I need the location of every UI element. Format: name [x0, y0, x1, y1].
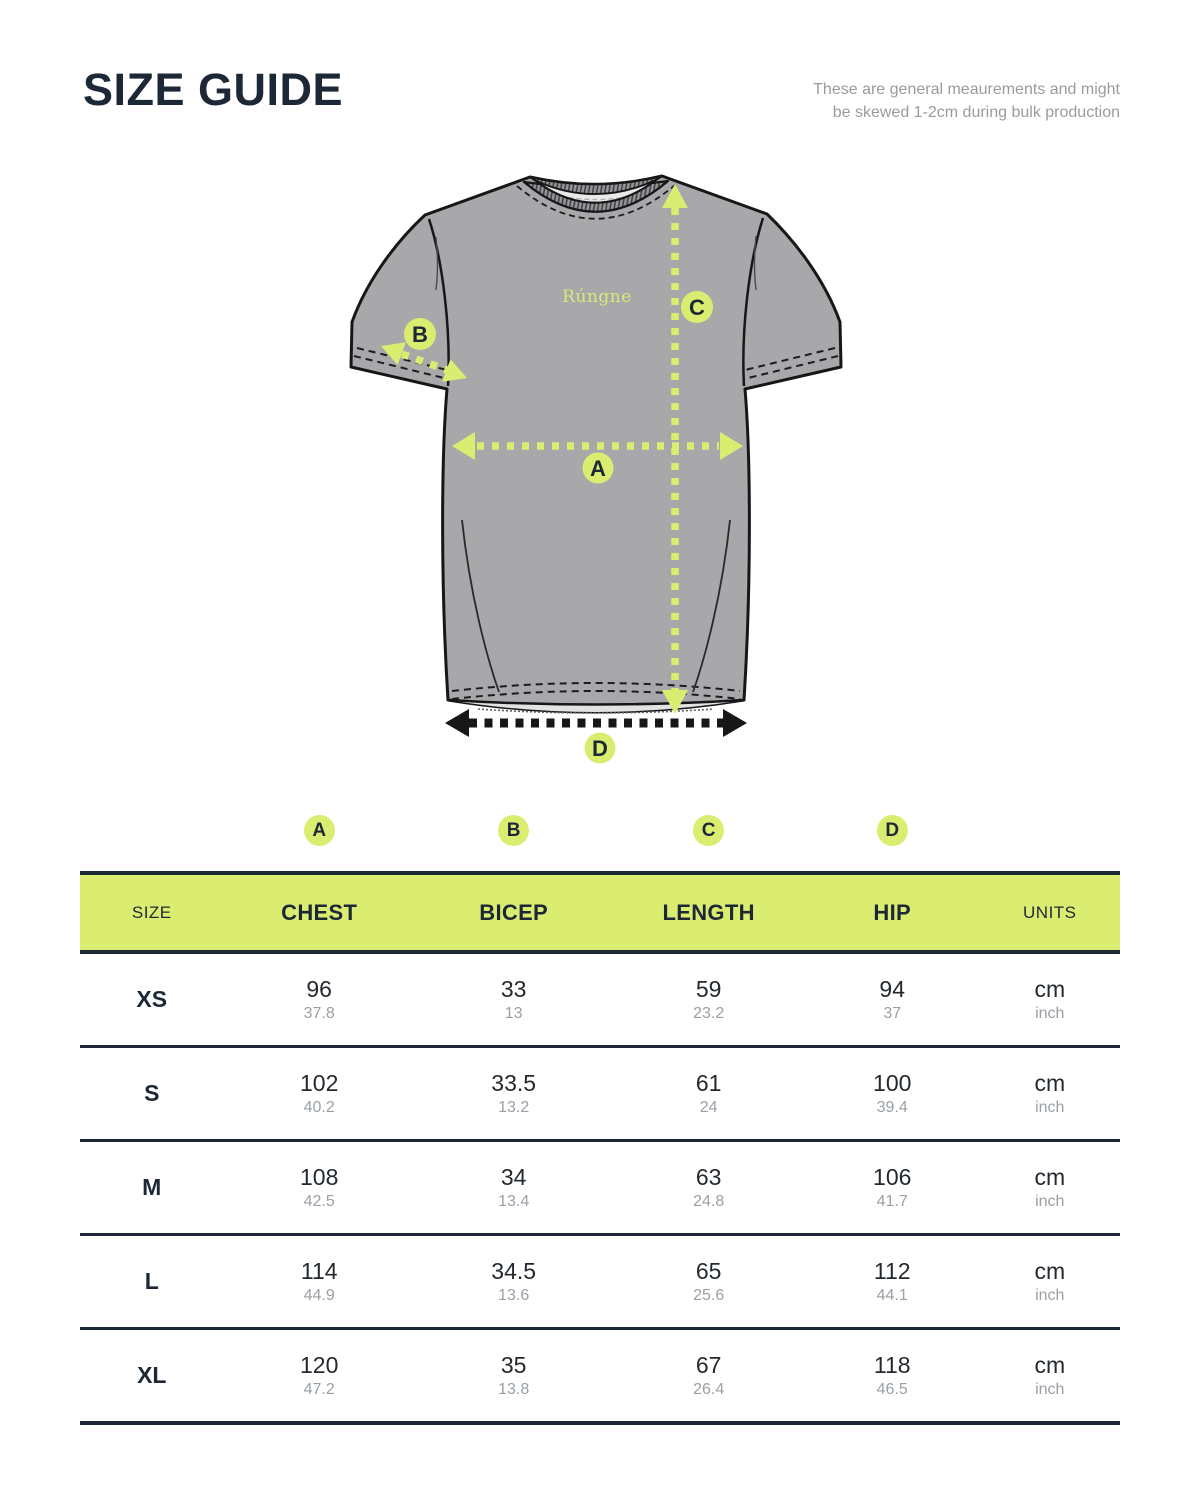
page-title: SIZE GUIDE: [83, 64, 344, 115]
chest-cm: 96: [306, 976, 332, 1002]
unit-cm: cm: [1034, 1352, 1066, 1378]
hip-cm: 118: [873, 1352, 911, 1378]
bicep-cm: 33: [500, 976, 527, 1002]
row-size-label: XS: [136, 986, 168, 1012]
marker-badge-c: [681, 291, 713, 323]
table-marker-d: D: [877, 815, 908, 846]
svg-text:A: A: [590, 456, 606, 481]
bicep-cm: 34: [500, 1164, 527, 1190]
table-row: [80, 1330, 1120, 1425]
header-units: UNITS: [1023, 902, 1077, 922]
length-cm: 65: [695, 1258, 722, 1284]
header-chest: CHEST: [281, 899, 358, 925]
table-marker-row: [80, 815, 1120, 846]
bicep-cm: 33.5: [491, 1070, 537, 1096]
svg-text:B: B: [412, 322, 428, 347]
header-length: LENGTH: [662, 899, 755, 925]
svg-text:C: C: [689, 295, 705, 320]
length-cm: 63: [695, 1164, 722, 1190]
hip-cm: 100: [873, 1070, 912, 1096]
chest-inch: 44.9: [303, 1287, 335, 1304]
hip-inch: 41.7: [876, 1193, 908, 1210]
chest-cm: 102: [300, 1070, 339, 1096]
table-row: [80, 1236, 1120, 1330]
tshirt-body: [351, 176, 841, 713]
hip-cm: 112: [873, 1258, 911, 1284]
table-marker-a: A: [304, 815, 335, 846]
unit-inch: inch: [1035, 1381, 1065, 1398]
row-size-label: XL: [137, 1362, 167, 1388]
length-inch: 25.6: [693, 1287, 725, 1304]
length-inch: 24.8: [693, 1193, 725, 1210]
length-cm: 59: [695, 976, 722, 1002]
length-cm: 67: [695, 1352, 722, 1378]
table-row: [80, 1048, 1120, 1142]
length-inch: 23.2: [693, 1005, 725, 1022]
hip-inch: 37: [883, 1005, 902, 1022]
header-bicep: BICEP: [479, 899, 549, 925]
length-inch: 24: [699, 1099, 718, 1116]
chest-inch: 42.5: [303, 1193, 335, 1210]
unit-inch: inch: [1035, 1099, 1065, 1116]
disclaimer-note: [813, 78, 1120, 124]
chest-inch: 40.2: [303, 1099, 335, 1116]
unit-inch: inch: [1035, 1193, 1065, 1210]
unit-cm: cm: [1034, 1164, 1066, 1190]
brand-logo-text: Rúngne: [562, 287, 632, 307]
marker-badge-b: [404, 318, 436, 350]
bicep-inch: 13.6: [498, 1287, 530, 1304]
length-cm: 61: [695, 1070, 722, 1096]
svg-text:D: D: [592, 736, 608, 761]
table-row: [80, 1142, 1120, 1236]
unit-cm: cm: [1034, 976, 1066, 1002]
bicep-inch: 13: [504, 1005, 523, 1022]
hip-inch: 44.1: [876, 1287, 908, 1304]
disclaimer-line-2: be skewed 1-2cm during bulk production: [832, 104, 1120, 121]
unit-cm: cm: [1034, 1258, 1066, 1284]
disclaimer-line-1: These are general meaurements and might: [813, 81, 1120, 98]
hip-cm: 94: [879, 976, 906, 1002]
hip-cm: 106: [873, 1164, 912, 1190]
chest-inch: 47.2: [303, 1381, 335, 1398]
chest-cm: 108: [300, 1164, 339, 1190]
table-marker-b: B: [498, 815, 529, 846]
row-size-label: M: [142, 1174, 162, 1200]
table-row: [80, 954, 1120, 1048]
tshirt-measurement-diagram: [320, 150, 880, 790]
bicep-cm: 34.5: [491, 1258, 537, 1284]
unit-inch: inch: [1035, 1287, 1065, 1304]
length-inch: 26.4: [693, 1381, 725, 1398]
bicep-inch: 13.2: [498, 1099, 530, 1116]
row-size-label: S: [144, 1080, 160, 1106]
unit-cm: cm: [1034, 1070, 1066, 1096]
chest-cm: 120: [300, 1352, 339, 1378]
bicep-inch: 13.8: [498, 1381, 530, 1398]
header-size: SIZE: [131, 902, 172, 922]
bicep-inch: 13.4: [498, 1193, 530, 1210]
hip-inch: 46.5: [876, 1381, 908, 1398]
header-hip: HIP: [873, 899, 911, 925]
marker-badge-d: [585, 733, 616, 764]
hip-inch: 39.4: [876, 1099, 908, 1116]
unit-inch: inch: [1035, 1005, 1065, 1022]
marker-badge-a: [583, 453, 614, 484]
row-size-label: L: [144, 1268, 159, 1294]
tshirt-illustration: [320, 150, 880, 790]
chest-cm: 114: [300, 1258, 338, 1284]
table-header-row: [80, 871, 1120, 954]
size-table: [80, 815, 1120, 1425]
table-marker-c: C: [693, 815, 724, 846]
chest-inch: 37.8: [303, 1005, 335, 1022]
bicep-cm: 35: [500, 1352, 527, 1378]
